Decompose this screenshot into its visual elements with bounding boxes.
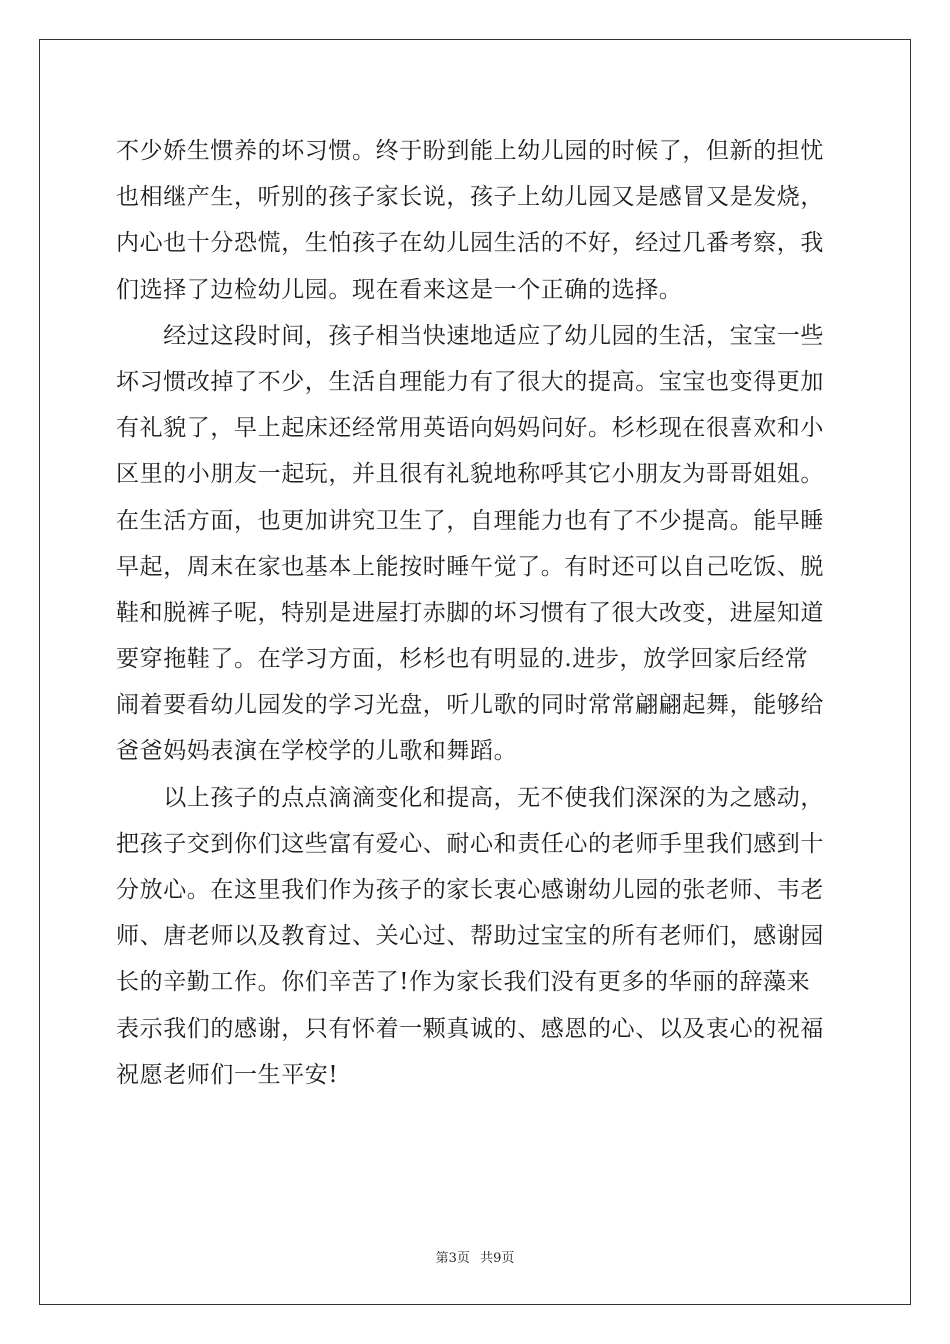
text-line: 师、唐老师以及教育过、关心过、帮助过宝宝的所有老师们，感谢园	[116, 923, 824, 950]
text-line: 早起，周末在家也基本上能按时睡午觉了。有时还可以自己吃饭、脱	[116, 553, 824, 580]
paragraph-start-line: 以上孩子的点点滴滴变化和提高，无不使我们深深的为之感动，	[116, 784, 824, 811]
text-line: 表示我们的感谢，只有怀着一颗真诚的、感恩的心、以及衷心的祝福	[116, 1015, 824, 1042]
text-line: 祝愿老师们一生平安!	[116, 1061, 339, 1088]
text-line: 在生活方面，也更加讲究卫生了，自理能力也有了不少提高。能早睡	[116, 507, 824, 534]
page-footer	[0, 1247, 950, 1266]
text-line: 鞋和脱裤子呢，特别是进屋打赤脚的坏习惯有了很大改变，进屋知道	[116, 599, 824, 626]
text-line: 有礼貌了，早上起床还经常用英语向妈妈问好。杉杉现在很喜欢和小	[116, 415, 824, 442]
text-line: 也相继产生，听别的孩子家长说，孩子上幼儿园又是感冒又是发烧，	[116, 184, 824, 211]
text-line: 把孩子交到你们这些富有爱心、耐心和责任心的老师手里我们感到十	[116, 830, 824, 857]
text-line: 内心也十分恐慌，生怕孩子在幼儿园生活的不好，经过几番考察，我	[116, 230, 824, 257]
text-line: 不少娇生惯养的坏习惯。终于盼到能上幼儿园的时候了，但新的担忧	[116, 138, 824, 164]
total-pages: 共9页	[480, 1251, 515, 1266]
text-line: 们选择了边检幼儿园。现在看来这是一个正确的选择。	[116, 276, 683, 303]
text-line: 区里的小朋友一起玩，并且很有礼貌地称呼其它小朋友为哥哥姐姐。	[116, 461, 824, 488]
text-line: 坏习惯改掉了不少，生活自理能力有了很大的提高。宝宝也变得更加	[116, 368, 824, 395]
text-line: 爸爸妈妈表演在学校学的儿歌和舞蹈。	[116, 738, 518, 765]
text-line: 要穿拖鞋了。在学习方面，杉杉也有明显的.进步，放学回家后经常	[116, 646, 809, 673]
document-body	[116, 128, 836, 1098]
current-page-number: 第3页	[435, 1251, 470, 1266]
text-line: 长的辛勤工作。你们辛苦了!作为家长我们没有更多的华丽的辞藻来	[116, 969, 811, 996]
paragraph-start-line: 经过这段时间，孩子相当快速地适应了幼儿园的生活，宝宝一些	[116, 322, 824, 349]
text-line: 分放心。在这里我们作为孩子的家长衷心感谢幼儿园的张老师、韦老	[116, 877, 824, 903]
text-line: 闹着要看幼儿园发的学习光盘，听儿歌的同时常常翩翩起舞，能够给	[116, 692, 824, 719]
